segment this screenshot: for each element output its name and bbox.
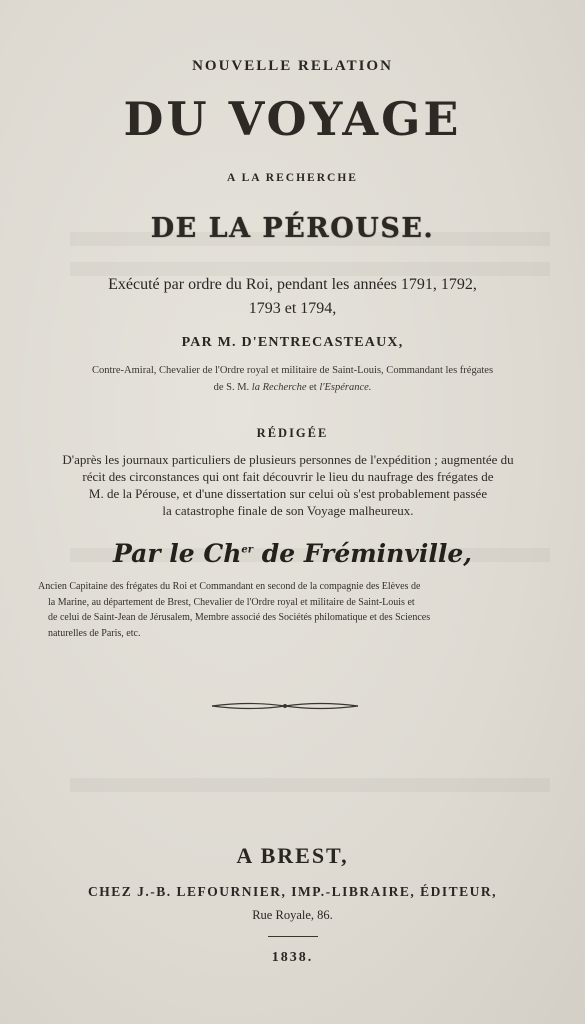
execution-line-1: Exécuté par ordre du Roi, pendant les années 1791, 1792,	[108, 276, 477, 293]
editor-name	[0, 539, 585, 568]
editor-name-text: de Fréminville,	[253, 539, 472, 568]
author-titles-text: et	[309, 382, 317, 393]
author-titles-line-2	[0, 382, 585, 393]
editor-titles	[38, 579, 540, 641]
show-through-text	[70, 778, 550, 792]
redigee-heading: RÉDIGÉE	[256, 426, 329, 440]
publication-year: 1838.	[271, 950, 314, 965]
title-line-1: NOUVELLE RELATION	[192, 58, 393, 74]
editor-name-superscript: er	[241, 544, 254, 556]
editor-description	[38, 451, 538, 519]
author-name: PAR M. D'ENTRECASTEAUX,	[181, 335, 404, 350]
author-titles-line-1: Contre-Amiral, Chevalier de l'Ordre royal et militaire de Saint-Louis, Commandant les frégates	[91, 365, 494, 376]
editor-description-line: la catastrophe finale de son Voyage malheureux.	[162, 503, 414, 518]
editor-titles-line: Ancien Capitaine des frégates du Roi et Commandant en second de la compagnie des Elèves de	[38, 581, 421, 592]
title-main: DU VOYAGE	[123, 92, 462, 146]
place-of-publication: A BREST,	[236, 843, 349, 868]
editor-titles-line: la Marine, au département de Brest, Chevalier de l'Ordre royal et militaire de Saint-Louis et	[48, 596, 415, 608]
editor-description-line: M. de la Pérouse, et d'une dissertation sur celui où s'est probablement passée	[88, 486, 488, 501]
show-through-text	[70, 262, 550, 276]
ship-name: l'Espérance.	[319, 382, 372, 393]
editor-titles-line: naturelles de Paris, etc.	[48, 627, 141, 639]
ship-name: la Recherche	[251, 382, 307, 393]
publisher: CHEZ J.-B. LEFOURNIER, IMP.-LIBRAIRE, ÉDITEUR,	[87, 884, 498, 899]
divider-rule	[268, 936, 318, 937]
title-line-3: A LA RECHERCHE	[227, 172, 358, 184]
title-subject: DE LA PÉROUSE.	[150, 213, 435, 244]
ornament-divider	[210, 699, 360, 713]
execution-line-2: 1793 et 1794,	[248, 300, 337, 317]
editor-description-line: récit des circonstances qui ont fait découvrir le lieu du naufrage des frégates de	[82, 469, 494, 484]
author-titles-text: de S. M.	[213, 382, 250, 393]
editor-description-line: D'après les journaux particuliers de plusieurs personnes de l'expédition ; augmentée du	[62, 452, 514, 467]
publisher-address: Rue Royale, 86.	[252, 908, 333, 922]
editor-name-text: Par le Ch	[113, 539, 242, 568]
editor-titles-line: de celui de Saint-Jean de Jérusalem, Membre associé des Sociétés philomatique et des Sciences	[48, 612, 431, 623]
